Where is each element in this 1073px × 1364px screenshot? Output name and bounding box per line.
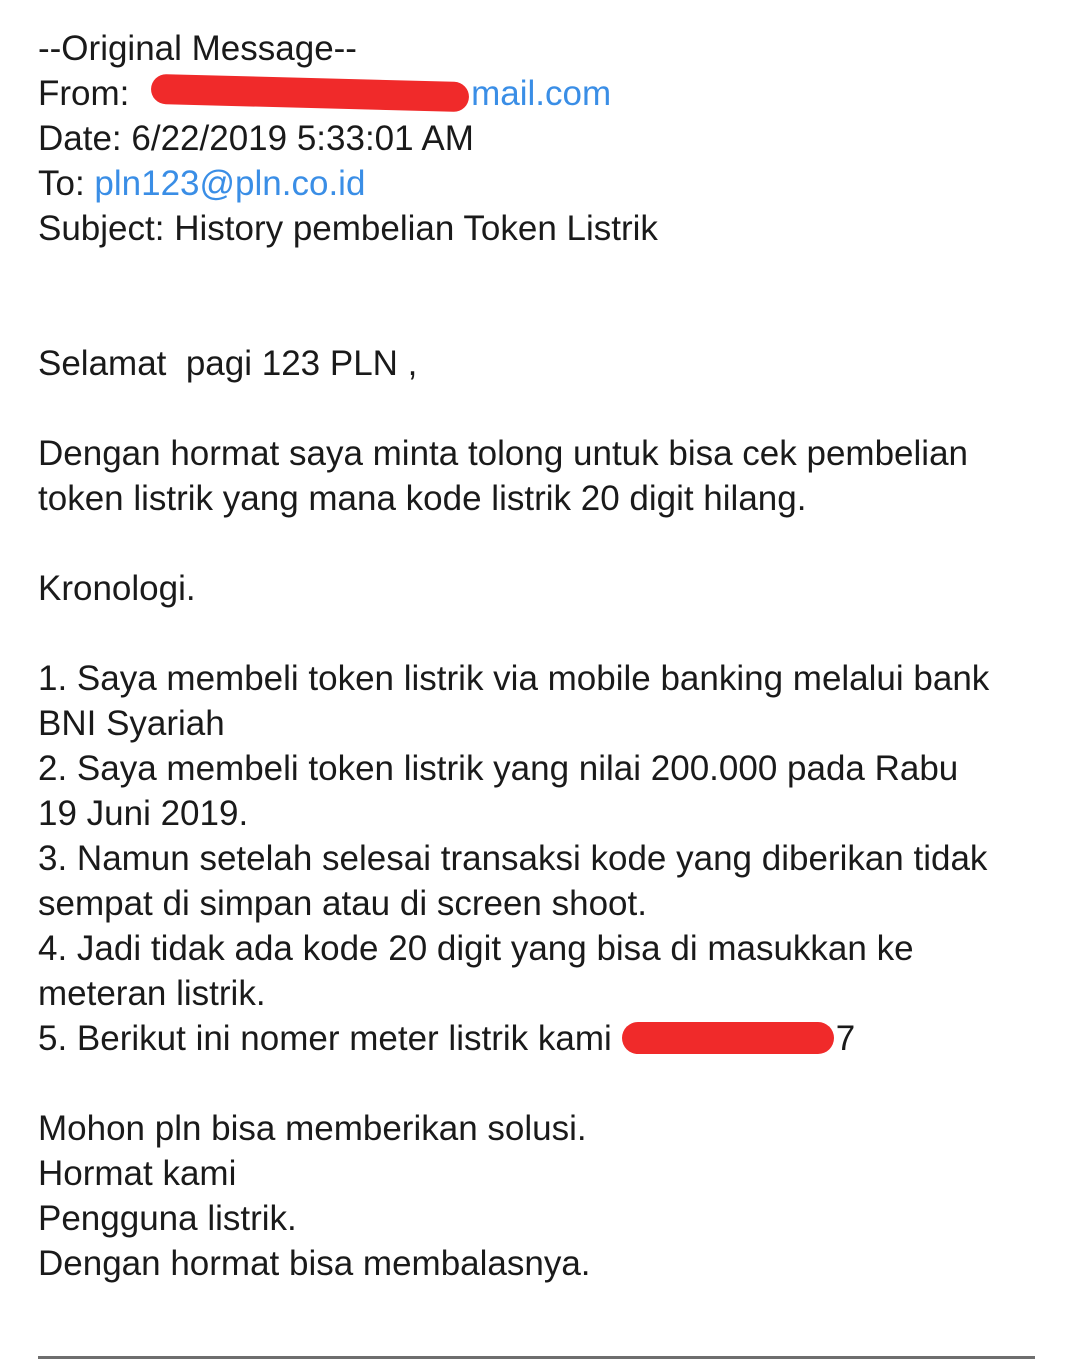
closing-line: Hormat kami [38,1154,237,1193]
to-row [38,161,1038,206]
to-label: To: [38,164,95,203]
subject-row [38,206,1038,251]
from-row [38,71,1038,116]
closing-line: Pengguna listrik. [38,1199,297,1238]
list-item: 4. Jadi tidak ada kode 20 digit yang bisa di masukkan ke meteran listrik. [38,929,914,1013]
email-message [38,26,1038,1286]
from-label: From: [38,74,140,113]
closing-line: Mohon pln bisa memberikan solusi. [38,1109,587,1148]
item5-text: 5. Berikut ini nomer meter listrik kami [38,1019,612,1058]
subject-value: History pembelian Token Listrik [174,209,658,248]
date-value: 6/22/2019 5:33:01 AM [131,119,474,158]
date-label: Date: [38,119,132,158]
greeting: Selamat pagi 123 PLN , [38,344,418,383]
redacted-meter-mark [622,1022,834,1054]
closing-line: Dengan hormat bisa membalasnya. [38,1244,591,1283]
from-email-link[interactable]: mail.com [471,74,612,113]
kronologi-heading: Kronologi. [38,569,196,608]
to-email-link[interactable]: pln123@pln.co.id [94,164,366,203]
date-row [38,116,1038,161]
list-item: 3. Namun setelah selesai transaksi kode yang diberikan tidak sempat di simpan atau di screen shoot. [38,839,988,923]
bottom-divider [38,1356,1035,1359]
list-item [38,1016,1038,1061]
redacted-sender-mark [151,74,470,112]
list-item: 2. Saya membeli token listrik yang nilai 200.000 pada Rabu 19 Juni 2019. [38,749,959,833]
list-item: 1. Saya membeli token listrik via mobile banking melalui bank BNI Syariah [38,659,990,743]
original-message-header: --Original Message-- [38,29,357,68]
subject-label: Subject: [38,209,175,248]
item5-suffix: 7 [835,1019,856,1058]
intro-paragraph: Dengan hormat saya minta tolong untuk bisa cek pembelian token listrik yang mana kode listrik 20 digit hilang. [38,434,968,518]
